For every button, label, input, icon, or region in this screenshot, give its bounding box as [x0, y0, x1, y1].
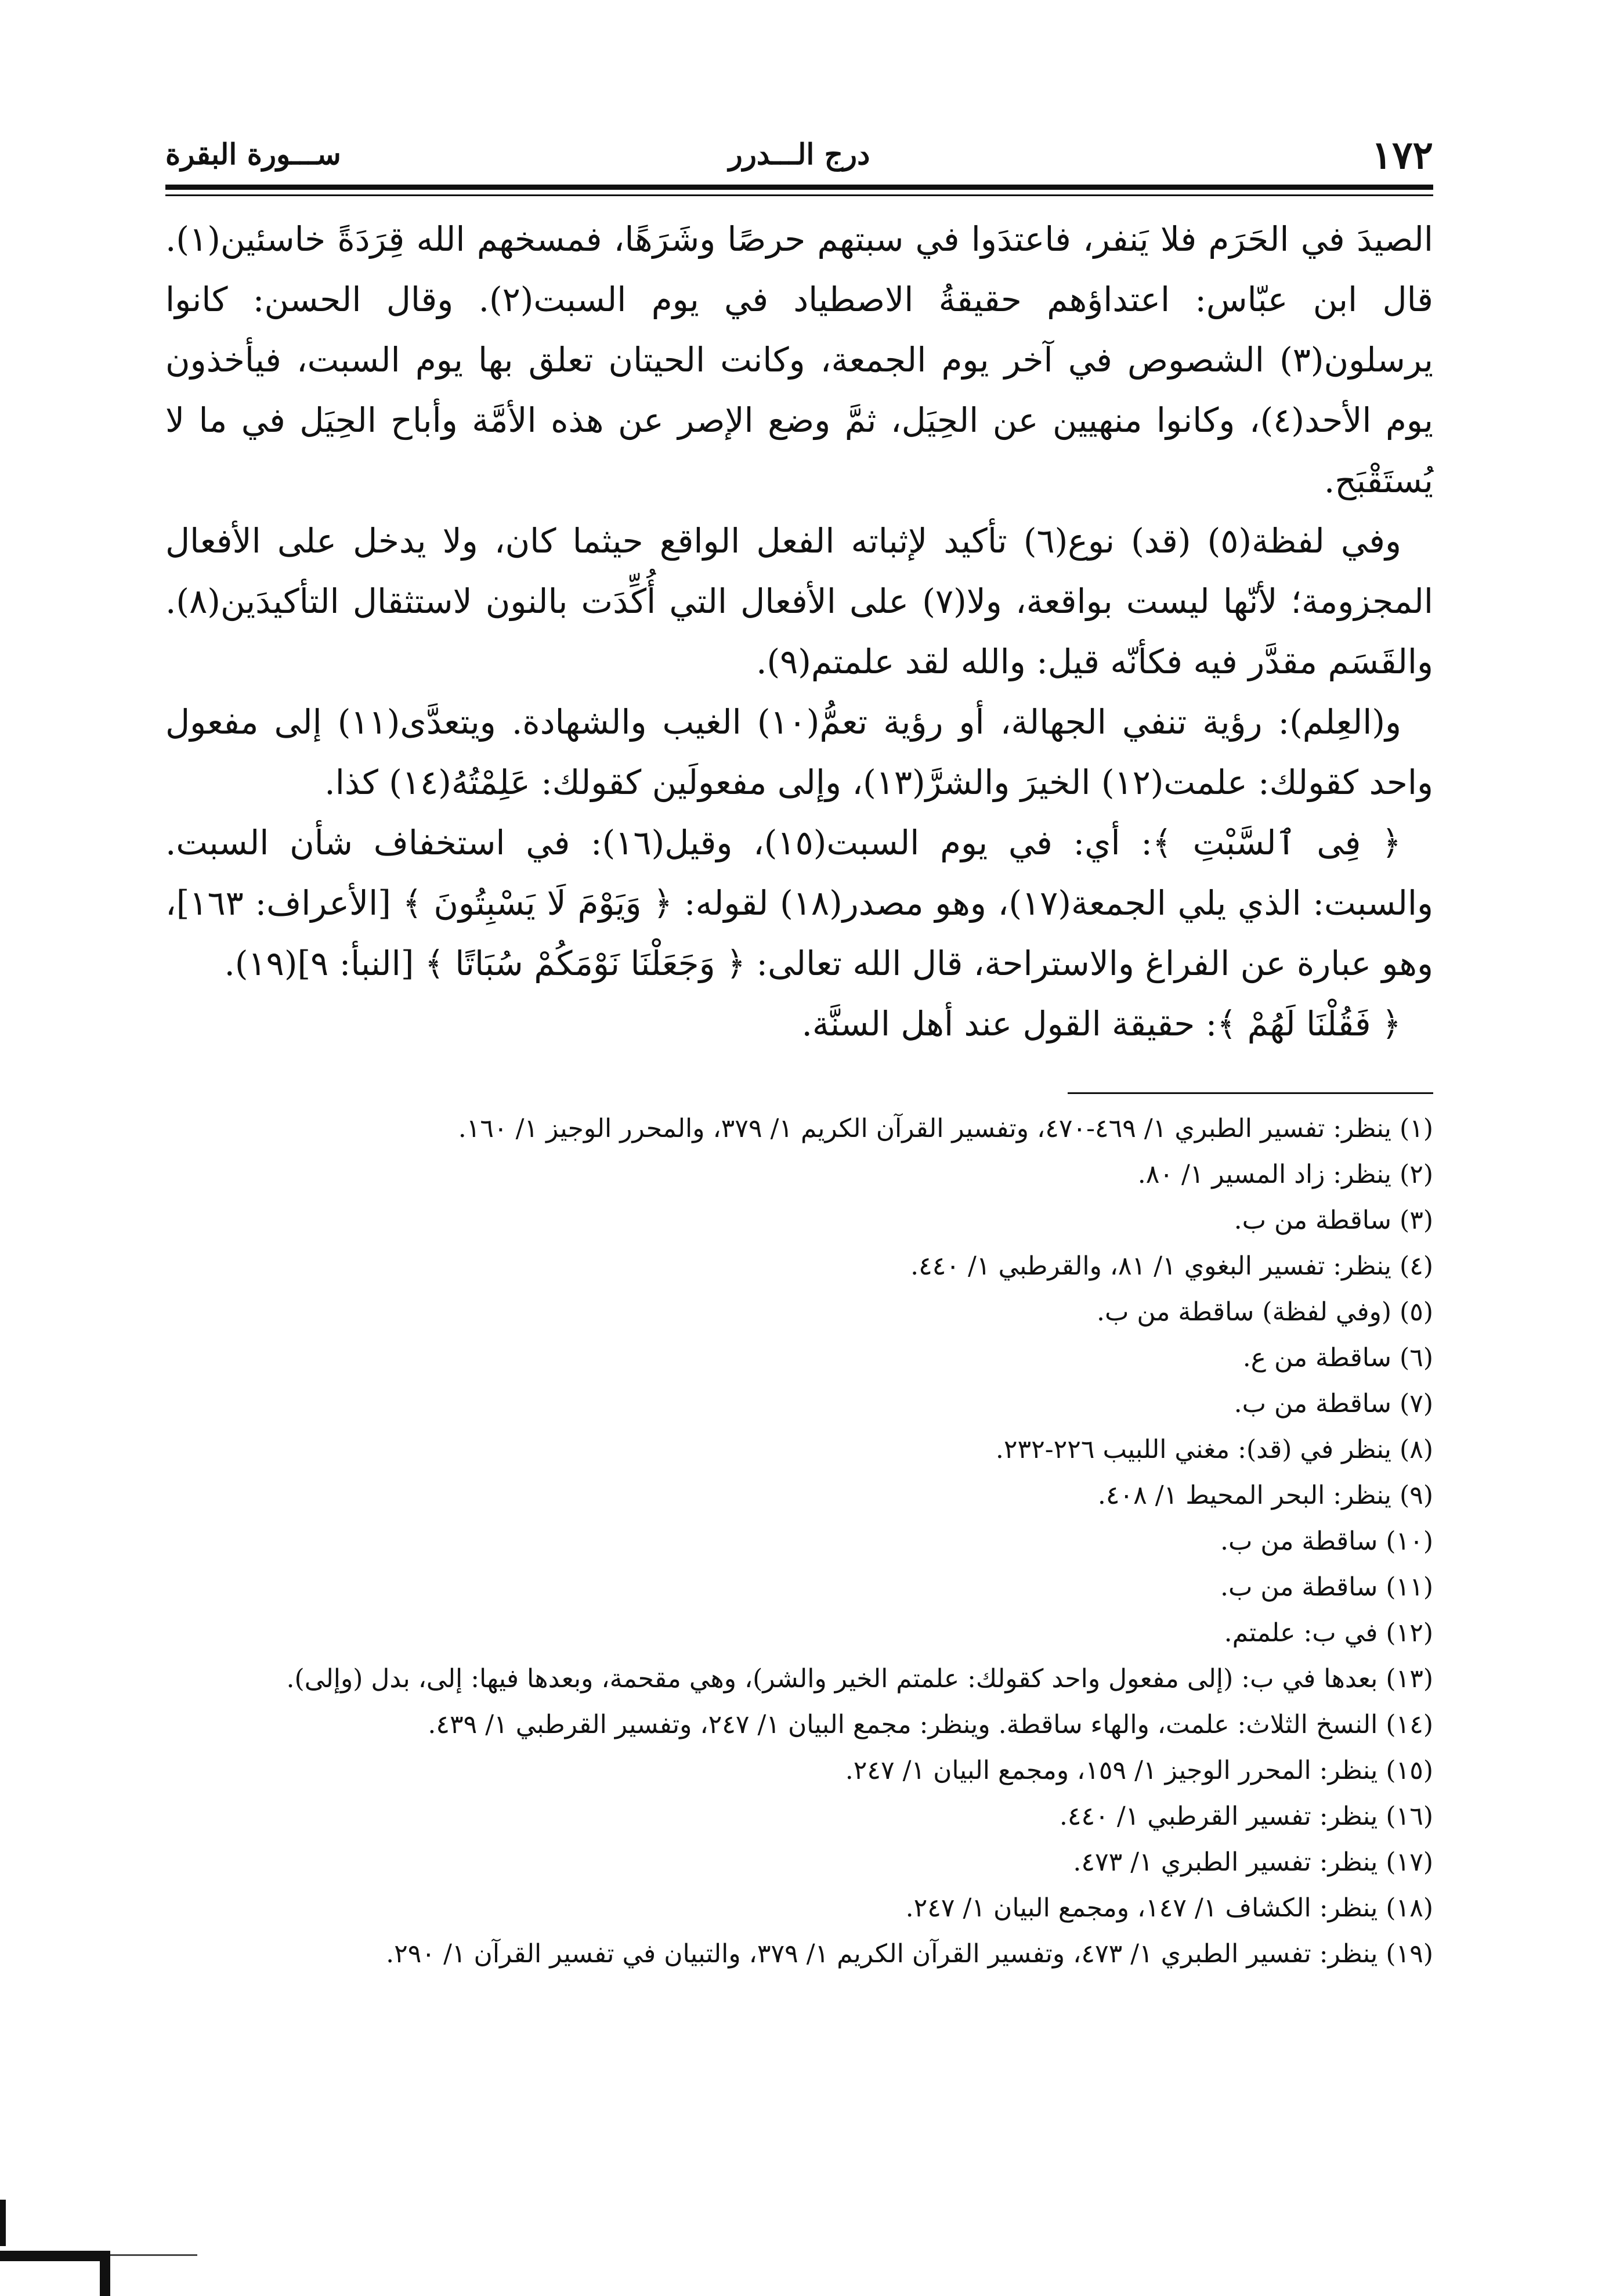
paragraph-3: و(العِلم): رؤية تنفي الجهالة، أو رؤية تعمُّ(١٠) الغيب والشهادة. ويتعدَّى(١١) إلى مفعول واحد كقولك: علمت(١٢) الخيرَ والشرَّ(١٣)، وإلى مفعولَين كقولك: عَلِمْتُهُ(١٤) كذا. — [165, 702, 1433, 802]
footnote-6: (٦) ساقطة من ع. — [1242, 1343, 1433, 1373]
scan-corner-mark-horizontal — [0, 2251, 110, 2261]
footnote-19: (١٩) ينظر: تفسير الطبري ١/ ٤٧٣، وتفسير القرآن الكريم ١/ ٣٧٩، والتبيان في تفسير القرآن ١/ ٢٩٠. — [386, 1939, 1433, 1969]
footnote-8: (٨) ينظر في (قد): مغني اللبيب ٢٢٦-٢٣٢. — [995, 1435, 1433, 1464]
footnote-16: (١٦) ينظر: تفسير القرطبي ١/ ٤٤٠. — [1059, 1802, 1433, 1831]
book-title: درج الـــدرر — [728, 137, 870, 171]
footnote-separator — [1068, 1092, 1433, 1094]
paragraph-1: الصيدَ في الحَرَم فلا يَنفر، فاعتدَوا في سبتهم حرصًا وشَرَهًا، فمسخهم الله قِرَدَةً خاسئين(١). قال ابن عبّاس: اعتداؤهم حقيقةُ الاصطياد في يوم السبت(٢). وقال الحسن: كانوا يرسلون(٣) الشصوص في آخر يوم الجمعة، وكانت الحيتان تعلق بها يوم السبت، فيأخذون يوم الأحد(٤)، وكانوا منهيين عن الحِيَل، ثمَّ وضع الإصر عن هذه الأمَّة وأباح الحِيَل في ما لا يُستَقْبَح. — [165, 219, 1433, 500]
footnote-18: (١٨) ينظر: الكشاف ١/ ١٤٧، ومجمع البيان ١/ ٢٤٧. — [905, 1893, 1433, 1923]
footnote-11: (١١) ساقطة من ب. — [1220, 1572, 1433, 1602]
page-number: ١٧٢ — [1371, 132, 1433, 178]
paragraph-2: وفي لفظة(٥) (قد) نوع(٦) تأكيد لإثباته الفعل الواقع حيثما كان، ولا يدخل على الأفعال المجزومة؛ لأنّها ليست بواقعة، ولا(٧) على الأفعال التي أُكِّدَت بالنون لاستثقال التأكيدَين(٨). والقَسَم مقدَّر فيه فكأنّه قيل: والله لقد علمتم(٩). — [165, 521, 1433, 681]
footnote-1: (١) ينظر: تفسير الطبري ١/ ٤٦٩-٤٧٠، وتفسير القرآن الكريم ١/ ٣٧٩، والمحرر الوجيز ١/ ١٦٠. — [458, 1114, 1433, 1143]
surah-name: ســـورة البقرة — [165, 137, 341, 171]
main-text — [165, 209, 1433, 1054]
header-rule-thick — [165, 185, 1433, 190]
footnote-9: (٩) ينظر: البحر المحيط ١/ ٤٠٨. — [1097, 1481, 1433, 1510]
footnote-13: (١٣) بعدها في ب: (إلى مفعول واحد كقولك: علمتم الخير والشر)، وهي مقحمة، وبعدها فيها: إلى، بدل (وإلى). — [286, 1664, 1433, 1694]
paragraph-4: ﴿ فِى ٱلسَّبْتِ ﴾: أي: في يوم السبت(١٥)، وقيل(١٦): في استخفاف شأن السبت. والسبت: الذي يلي الجمعة(١٧)، وهو مصدر(١٨) لقوله: ﴿ وَيَوْمَ لَا يَسْبِتُونَ ﴾ [الأعراف: ١٦٣]، وهو عبارة عن الفراغ والاستراحة، قال الله تعالى: ﴿ وَجَعَلْنَا نَوْمَكُمْ سُبَاتًا ﴾ [النبأ: ٩](١٩). — [165, 823, 1433, 983]
footnote-17: (١٧) ينظر: تفسير الطبري ١/ ٤٧٣. — [1073, 1847, 1433, 1877]
page-header — [165, 132, 1433, 179]
footnote-12: (١٢) في ب: علمتم. — [1224, 1618, 1433, 1648]
footnotes — [165, 1106, 1433, 1977]
footnote-3: (٣) ساقطة من ب. — [1234, 1205, 1433, 1235]
scan-line — [110, 2254, 197, 2256]
footnote-14: (١٤) النسخ الثلاث: علمت، والهاء ساقطة. وينظر: مجمع البيان ١/ ٢٤٧، وتفسير القرطبي ١/ ٤٣٩. — [428, 1710, 1433, 1739]
footnote-4: (٤) ينظر: تفسير البغوي ١/ ٨١، والقرطبي ١/ ٤٤٠. — [910, 1251, 1433, 1281]
header-rule-thin — [165, 194, 1433, 196]
footnote-10: (١٠) ساقطة من ب. — [1220, 1526, 1433, 1556]
footnote-2: (٢) ينظر: زاد المسير ١/ ٨٠. — [1137, 1160, 1433, 1189]
scan-edge-mark — [0, 2200, 6, 2246]
footnote-15: (١٥) ينظر: المحرر الوجيز ١/ ١٥٩، ومجمع البيان ١/ ٢٤٧. — [845, 1756, 1433, 1785]
paragraph-5: ﴿ فَقُلْنَا لَهُمْ ﴾: حقيقة القول عند أهل السنَّة. — [801, 1004, 1401, 1044]
footnote-7: (٧) ساقطة من ب. — [1234, 1389, 1433, 1418]
scan-corner-mark-vertical — [100, 2251, 110, 2296]
footnote-5: (٥) (وفي لفظة) ساقطة من ب. — [1096, 1297, 1433, 1327]
